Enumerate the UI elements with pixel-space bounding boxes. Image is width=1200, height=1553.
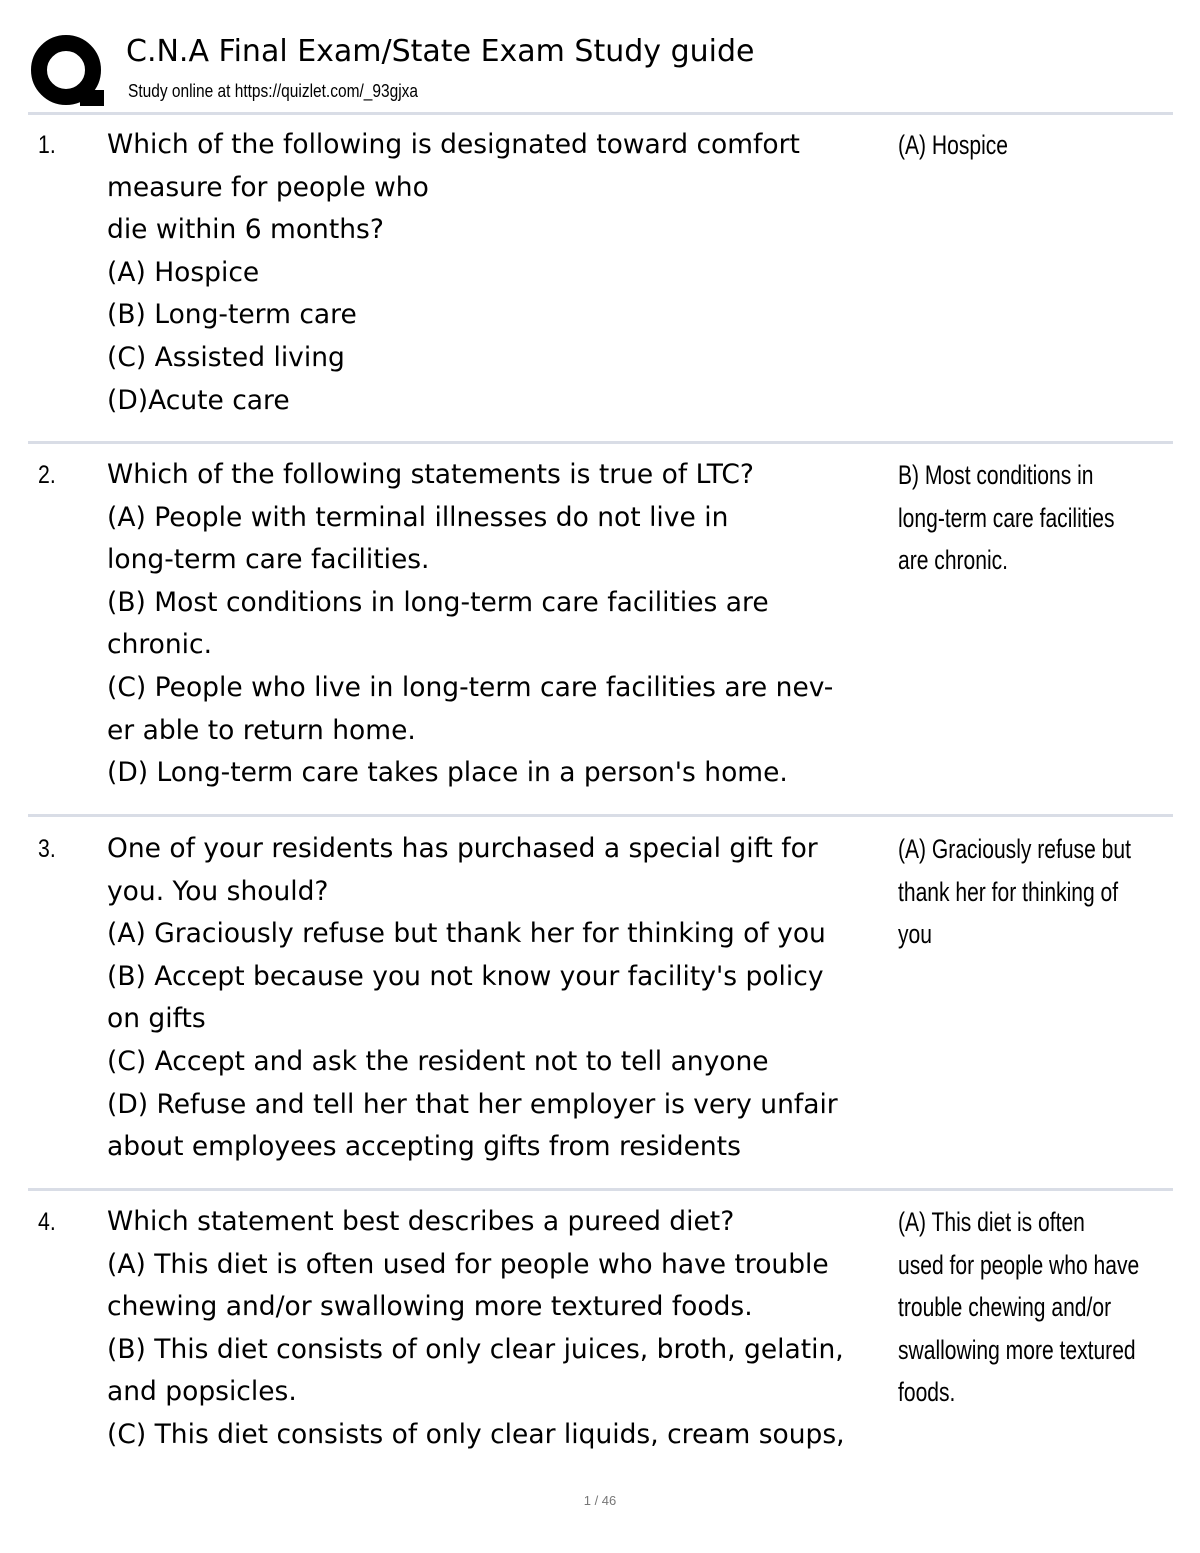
divider: [28, 1188, 1173, 1191]
question-line: chewing and/or swallowing more textured foods.: [107, 1291, 753, 1323]
answer-line: used for people who have: [898, 1249, 1140, 1280]
divider: [28, 112, 1173, 115]
question-line: measure for people who: [107, 171, 429, 203]
question-line: chronic.: [107, 629, 213, 661]
question-line: (C) People who live in long-term care facilities are nev-: [107, 671, 834, 703]
question-line: on gifts: [107, 1003, 206, 1035]
question-line: Which of the following is designated toward comfort: [107, 129, 800, 160]
card-answer: [898, 124, 1198, 167]
card-number: 3.: [38, 835, 56, 863]
answer-line: (A) Graciously refuse but: [898, 834, 1131, 864]
card-answer: [898, 1201, 1198, 1414]
page-number: 1 / 46: [583, 1493, 617, 1508]
question-line: die within 6 months?: [107, 214, 384, 246]
divider: [28, 441, 1173, 444]
card-number: 4.: [38, 1208, 56, 1236]
question-line: er able to return home.: [107, 714, 416, 746]
question-line: (B) This diet consists of only clear juices, broth, gelatin,: [107, 1333, 844, 1365]
answer-line: thank her for thinking of: [898, 876, 1119, 907]
question-line: (D)Acute care: [107, 384, 290, 416]
divider: [28, 814, 1173, 817]
card-number: 2.: [38, 461, 56, 489]
question-line: and popsicles.: [107, 1376, 297, 1408]
question-line: (D) Refuse and tell her that her employer is very unfair: [107, 1088, 838, 1120]
question-line: about employees accepting gifts from residents: [107, 1131, 741, 1163]
card-question: [107, 828, 897, 1169]
answer-line: long-term care facilities: [898, 502, 1115, 533]
question-line: (A) People with terminal illnesses do not live in: [107, 501, 729, 533]
question-line: (A) Graciously refuse but thank her for thinking of you: [107, 918, 826, 950]
page-title: C.N.A Final Exam/State Exam Study guide: [126, 34, 755, 69]
question-line: (C) Assisted living: [107, 341, 345, 373]
card-question: [107, 454, 897, 795]
card-question: [107, 1201, 897, 1457]
question-line: (C) Accept and ask the resident not to tell anyone: [107, 1045, 769, 1077]
card-number: 1.: [38, 131, 56, 159]
answer-line: you: [898, 919, 932, 950]
question-line: Which of the following statements is true of LTC?: [107, 459, 754, 490]
card-answer: [898, 828, 1198, 956]
question-line: One of your residents has purchased a special gift for: [107, 833, 818, 864]
answer-line: are chronic.: [898, 545, 1009, 576]
question-line: (B) Long-term care: [107, 299, 357, 331]
quizlet-logo-icon: [30, 32, 106, 108]
question-line: (C) This diet consists of only clear liquids, cream soups,: [107, 1418, 845, 1450]
card-question: [107, 124, 897, 422]
answer-line: (A) Hospice: [898, 130, 1009, 160]
question-line: long-term care facilities.: [107, 544, 430, 576]
question-line: (A) This diet is often used for people who have trouble: [107, 1248, 829, 1280]
answer-line: (A) This diet is often: [898, 1207, 1085, 1237]
study-online-link[interactable]: Study online at https://quizlet.com/_93gjxa: [128, 81, 418, 101]
question-line: you. You should?: [107, 875, 329, 907]
question-line: Which statement best describes a pureed diet?: [107, 1206, 735, 1237]
answer-line: B) Most conditions in: [898, 460, 1094, 490]
question-line: (D) Long-term care takes place in a person's home.: [107, 757, 788, 789]
answer-line: foods.: [898, 1377, 956, 1408]
question-line: (A) Hospice: [107, 256, 260, 288]
answer-line: swallowing more textured: [898, 1334, 1136, 1365]
page-header: [30, 28, 1175, 112]
card-answer: [898, 454, 1198, 582]
question-line: (B) Most conditions in long-term care facilities are: [107, 586, 769, 618]
answer-line: trouble chewing and/or: [898, 1292, 1112, 1323]
question-line: (B) Accept because you not know your facility's policy: [107, 960, 824, 992]
